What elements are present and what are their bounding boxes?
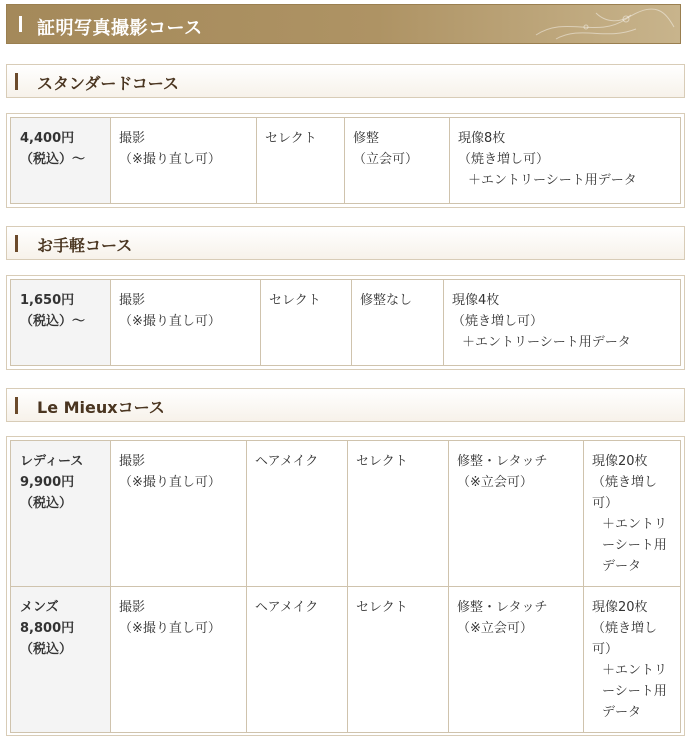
shoot-label: 撮影: [119, 131, 146, 146]
price: 1,650円: [20, 293, 75, 308]
select-label: セレクト: [269, 293, 321, 308]
heading-bar-marker: [15, 73, 18, 90]
page-title-banner: [6, 4, 681, 44]
price-cell: [11, 280, 111, 366]
shoot-label: 撮影: [119, 454, 146, 469]
retouch-label: 修整なし: [360, 293, 413, 308]
retouch-label: 修整: [353, 131, 380, 146]
tax-label: （税込）: [20, 496, 73, 511]
price: 8,800円: [20, 621, 75, 636]
retouch-note: （※立会可）: [457, 475, 533, 490]
heading-bar-marker: [15, 235, 18, 252]
shoot-cell: [111, 587, 247, 733]
print-cell: [584, 587, 681, 733]
shoot-note: （※撮り直し可）: [119, 152, 221, 167]
select-cell: [348, 441, 449, 587]
print-note: （焼き増し可）: [592, 475, 658, 511]
select-cell: [261, 280, 352, 366]
print-note: （焼き増し可）: [458, 152, 550, 167]
print-cell: [584, 441, 681, 587]
print-extra: ＋エントリーシート用データ: [468, 173, 637, 188]
shoot-label: 撮影: [119, 600, 146, 615]
retouch-label: 修整・レタッチ: [457, 454, 548, 469]
table-row: [11, 587, 681, 733]
print-extra: ＋エントリーシート用データ: [462, 335, 631, 350]
table-row: [11, 441, 681, 587]
tax-label: （税込）～: [20, 152, 86, 167]
print-label: 現像4枚: [452, 293, 500, 308]
price: 9,900円: [20, 475, 75, 490]
ornament-flourish-icon: [526, 5, 676, 44]
print-label: 現像20枚: [592, 600, 648, 615]
print-cell: [444, 280, 681, 366]
print-extra: ＋エントリーシート用データ: [602, 517, 668, 574]
retouch-note: （※立会可）: [457, 621, 533, 636]
price-cell: [11, 441, 111, 587]
title-bar-marker: [19, 16, 22, 32]
print-extra: ＋エントリーシート用データ: [602, 663, 668, 720]
shoot-cell: [111, 280, 261, 366]
plan-label: レディース: [20, 454, 84, 469]
heading-bar-marker: [15, 397, 18, 414]
course-table-standard: [6, 113, 685, 208]
course-name: お手軽コース: [37, 236, 133, 255]
retouch-cell: [449, 441, 584, 587]
shoot-note: （※撮り直し可）: [119, 621, 221, 636]
retouch-cell: [449, 587, 584, 733]
select-label: セレクト: [356, 600, 408, 615]
select-label: セレクト: [265, 131, 317, 146]
shoot-label: 撮影: [119, 293, 146, 308]
shoot-cell: [111, 118, 257, 204]
retouch-cell: [352, 280, 444, 366]
print-cell: [450, 118, 681, 204]
print-label: 現像8枚: [458, 131, 506, 146]
retouch-label: 修整・レタッチ: [457, 600, 548, 615]
print-label: 現像20枚: [592, 454, 648, 469]
makeup-label: ヘアメイク: [255, 454, 319, 469]
price: 4,400円: [20, 131, 75, 146]
select-label: セレクト: [356, 454, 408, 469]
retouch-note: （立会可）: [353, 152, 419, 167]
course-table-lemieux: [6, 436, 685, 736]
print-note: （焼き増し可）: [592, 621, 658, 657]
shoot-note: （※撮り直し可）: [119, 475, 221, 490]
course-name: スタンダードコース: [37, 74, 179, 93]
shoot-note: （※撮り直し可）: [119, 314, 221, 329]
plan-label: メンズ: [20, 600, 59, 615]
course-heading-lemieux: [6, 388, 685, 422]
select-cell: [257, 118, 345, 204]
shoot-cell: [111, 441, 247, 587]
makeup-label: ヘアメイク: [255, 600, 319, 615]
makeup-cell: [247, 587, 348, 733]
course-heading-otegaru: [6, 226, 685, 260]
page-title: 証明写真撮影コース: [37, 18, 203, 39]
select-cell: [348, 587, 449, 733]
makeup-cell: [247, 441, 348, 587]
retouch-cell: [345, 118, 450, 204]
tax-label: （税込）～: [20, 314, 86, 329]
course-heading-standard: [6, 64, 685, 98]
print-note: （焼き増し可）: [452, 314, 544, 329]
price-cell: [11, 587, 111, 733]
price-cell: [11, 118, 111, 204]
course-table-otegaru: [6, 275, 685, 370]
tax-label: （税込）: [20, 642, 73, 657]
table-row: [11, 118, 681, 204]
course-name: Le Mieuxコース: [37, 398, 165, 417]
table-row: [11, 280, 681, 366]
